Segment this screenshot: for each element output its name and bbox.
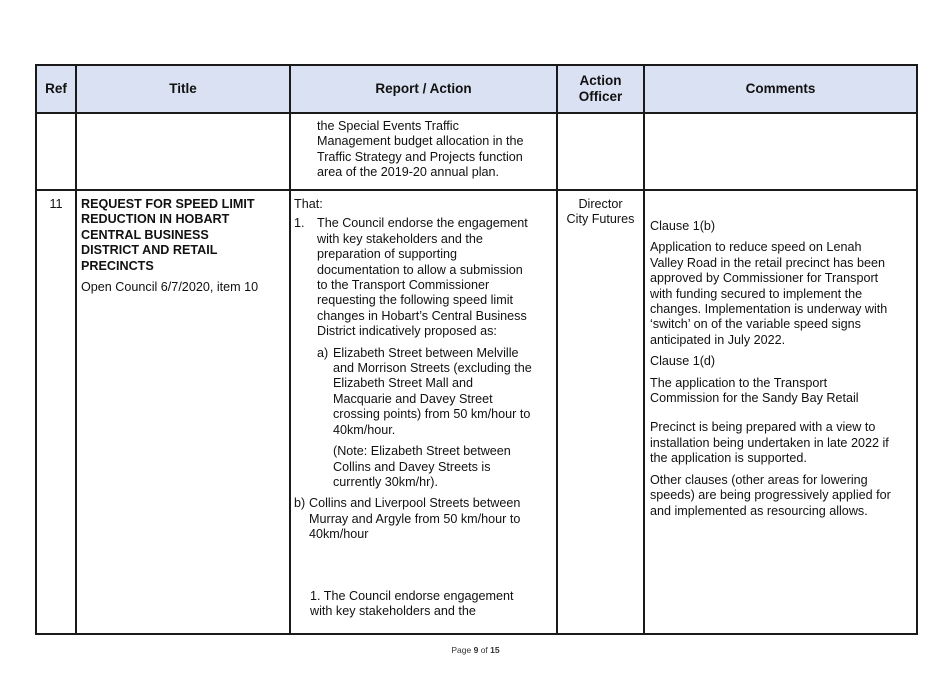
text-line: approved by Commissioner for Transport xyxy=(650,271,879,286)
row-title-cell xyxy=(81,197,286,295)
comment-paragraph xyxy=(650,473,914,519)
text-line: Elizabeth Street between Melville xyxy=(333,345,519,360)
header-report-action: Report / Action xyxy=(375,81,472,96)
header-action-officer-line: Action xyxy=(579,73,622,88)
text-line: Collins and Liverpool Streets between xyxy=(309,496,521,511)
comments-cell xyxy=(650,219,914,519)
page-prefix: Page xyxy=(451,645,474,655)
text-line: The Council endorse the engagement xyxy=(317,216,528,231)
sub-item-a xyxy=(294,346,554,438)
table-border-bottom xyxy=(35,633,918,635)
header-divider xyxy=(35,112,918,114)
text-line: crossing points) from 50 km/hour to xyxy=(333,407,531,422)
header-comments: Comments xyxy=(745,81,816,96)
text-line: changes. Implementation is underway with xyxy=(650,302,888,317)
text-line: Elizabeth Street Mall and xyxy=(333,376,474,391)
row-divider xyxy=(35,189,918,191)
title-line: DISTRICT AND RETAIL xyxy=(81,243,218,258)
page-number: 9 xyxy=(473,645,479,655)
column-divider xyxy=(916,64,918,635)
text-line: the application is supported. xyxy=(650,451,807,466)
comment-paragraph xyxy=(650,376,914,407)
agenda-item-title xyxy=(81,197,286,274)
column-divider xyxy=(35,64,37,635)
header-action-officer-line: Officer xyxy=(578,89,623,104)
text-line: Precinct is being prepared with a view to xyxy=(650,420,876,435)
table-border-top xyxy=(35,64,918,66)
text-line: with key stakeholders and the xyxy=(317,231,483,246)
text-line: the Special Events Traffic xyxy=(317,119,459,133)
header-title: Title xyxy=(169,81,197,96)
resolution-item-1 xyxy=(294,216,554,339)
action-officer xyxy=(558,197,643,228)
text-line: speeds) are being progressively applied for xyxy=(650,488,891,503)
resolution-item-1-repeat xyxy=(294,589,554,620)
row-ref: 11 xyxy=(49,197,63,211)
text-line: Collins and Davey Streets is xyxy=(333,459,491,474)
clause-heading: Clause 1(b) xyxy=(650,219,716,233)
column-divider xyxy=(643,64,645,635)
text-line: with funding secured to implement the xyxy=(650,286,863,301)
text-line: area of the 2019-20 annual plan. xyxy=(317,165,500,180)
page-footer xyxy=(0,645,951,655)
text-line: requesting the following speed limit xyxy=(317,293,514,308)
continuation-text xyxy=(317,119,552,181)
text-line: Valley Road in the retail precinct has been xyxy=(650,255,885,270)
text-line: The application to the Transport xyxy=(650,375,828,390)
sub-item-label: b) xyxy=(294,496,306,511)
text-line: with key stakeholders and the xyxy=(310,603,476,618)
text-line: (Note: Elizabeth Street between xyxy=(333,444,511,459)
text-line: Application to reduce speed on Lenah xyxy=(650,240,862,255)
column-divider xyxy=(289,64,291,635)
column-divider xyxy=(556,64,558,635)
that-label: That: xyxy=(294,197,323,211)
text-line: Commission for the Sandy Bay Retail xyxy=(650,391,859,406)
comment-paragraph xyxy=(650,240,914,348)
text-line: anticipated in July 2022. xyxy=(650,332,786,347)
header-action-officer xyxy=(558,64,643,114)
title-line: REQUEST FOR SPEED LIMIT xyxy=(81,197,255,211)
text-line: changes in Hobart’s Central Business xyxy=(317,308,527,323)
text-line: currently 30km/hr). xyxy=(333,474,438,489)
text-line: preparation of supporting xyxy=(317,247,458,262)
column-divider xyxy=(75,64,77,635)
page-of: of xyxy=(478,645,491,655)
text-line: Management budget allocation in the xyxy=(317,134,524,149)
text-line: documentation to allow a submission xyxy=(317,262,523,277)
text-line: and implemented as resourcing allows. xyxy=(650,503,868,518)
report-action-cell xyxy=(294,197,554,619)
title-line: REDUCTION IN HOBART xyxy=(81,212,230,227)
meeting-reference: Open Council 6/7/2020, item 10 xyxy=(81,280,259,295)
text-line: and Morrison Streets (excluding the xyxy=(333,361,532,376)
comment-paragraph xyxy=(650,420,914,466)
text-line: 40km/hour xyxy=(309,527,369,542)
speed-note xyxy=(294,444,554,490)
minutes-table xyxy=(35,64,918,635)
text-line: Macquarie and Davey Street xyxy=(333,391,493,406)
sub-item-b xyxy=(294,496,554,542)
officer-line: City Futures xyxy=(566,212,635,227)
sub-item-label: a) xyxy=(317,345,329,360)
page-total: 15 xyxy=(490,645,500,655)
text-line: Murray and Argyle from 50 km/hour to xyxy=(309,511,521,526)
text-line: Traffic Strategy and Projects function xyxy=(317,149,523,164)
text-line: installation being undertaken in late 2022 if xyxy=(650,435,889,450)
text-line: District indicatively proposed as: xyxy=(317,324,497,339)
item-number: 1. xyxy=(294,216,305,231)
text-line: 1. The Council endorse engagement xyxy=(310,588,514,603)
text-line: Other clauses (other areas for lowering xyxy=(650,472,868,487)
clause-heading: Clause 1(d) xyxy=(650,354,716,369)
officer-line: Director xyxy=(578,197,623,211)
text-line: ‘switch’ on of the variable speed signs xyxy=(650,317,861,332)
text-line: to the Transport Commissioner xyxy=(317,278,490,293)
header-ref: Ref xyxy=(45,81,67,96)
title-line: PRECINCTS xyxy=(81,258,154,273)
title-line: CENTRAL BUSINESS xyxy=(81,227,209,242)
text-line: 40km/hour. xyxy=(333,422,396,437)
